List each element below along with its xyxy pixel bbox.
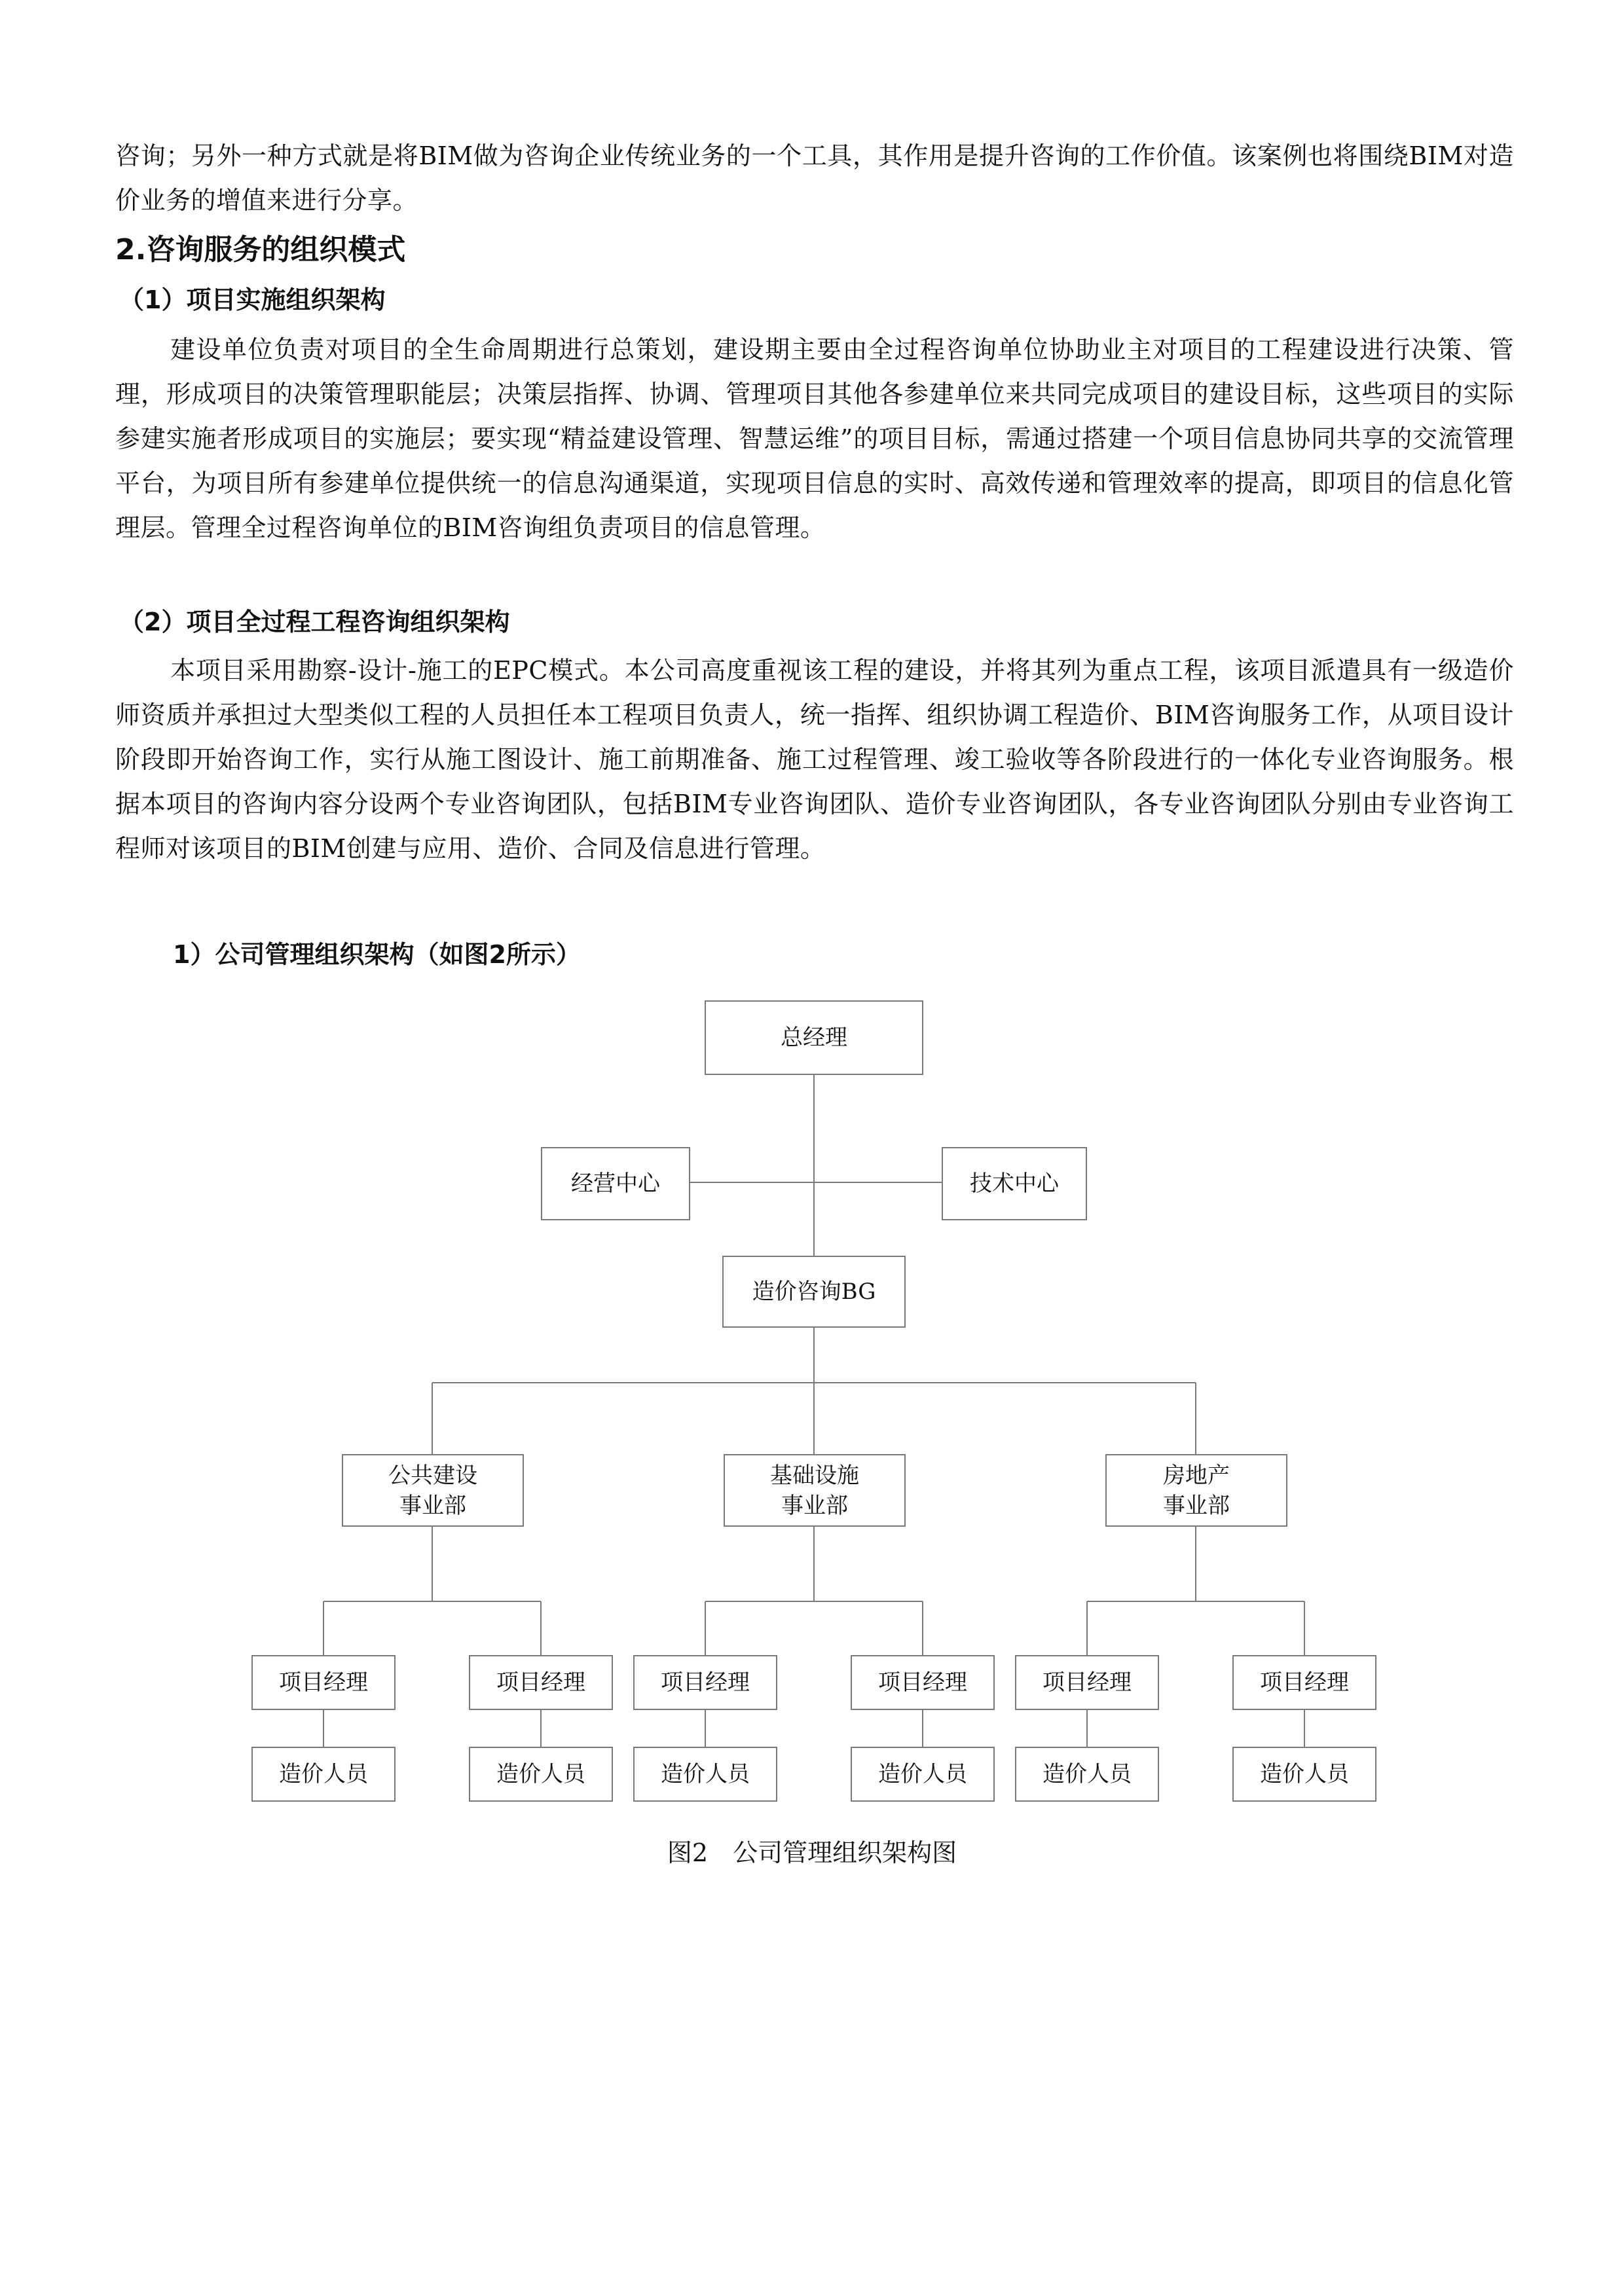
project-manager-box: 项目经理: [469, 1655, 613, 1710]
project-manager-box: 项目经理: [851, 1655, 995, 1710]
project-manager-box: 项目经理: [1015, 1655, 1159, 1710]
figure-caption: 图2 公司管理组织架构图: [667, 1838, 957, 1867]
division-box-infrastructure: 基础设施 事业部: [724, 1454, 906, 1527]
tech-center-box: 技术中心: [942, 1147, 1087, 1220]
cost-staff-box: 造价人员: [851, 1747, 995, 1802]
business-center-box: 经营中心: [541, 1147, 690, 1220]
cost-staff-box: 造价人员: [469, 1747, 613, 1802]
figure-intro-heading: 1）公司管理组织架构（如图2所示）: [173, 940, 581, 969]
project-manager-box: 项目经理: [633, 1655, 777, 1710]
section-heading: 2.咨询服务的组织模式: [115, 233, 406, 266]
intro-paragraph: 咨询；另外一种方式就是将BIM做为咨询企业传统业务的一个工具，其作用是提升咨询的工作价值。该案例也将围绕BIM对造价业务的增值来进行分享。: [115, 141, 1514, 215]
cost-staff-box: 造价人员: [633, 1747, 777, 1802]
subsection-2-paragraph: 本项目采用勘察-设计-施工的EPC模式。本公司高度重视该工程的建设，并将其列为重点工程，该项目派遣具有一级造价师资质并承担过大型类似工程的人员担任本工程项目负责人，统一指挥、组织协调工程造价、BIM咨询服务工作，从项目设计阶段即开始咨询工作，实行从施工图设计、施工前期准备、施工过程管理、竣工验收等各阶段进行的一体化专业咨询服务。根据本项目的咨询内容分设两个专业咨询团队，包括BIM专业咨询团队、造价专业咨询团队，各专业咨询团队分别由专业咨询工程师对该项目的BIM创建与应用、造价、合同及信息进行管理。: [115, 656, 1514, 863]
project-manager-box: 项目经理: [251, 1655, 396, 1710]
subsection-heading-1: （1）项目实施组织架构: [119, 285, 386, 314]
cost-staff-box: 造价人员: [1015, 1747, 1159, 1802]
cost-staff-box: 造价人员: [1232, 1747, 1376, 1802]
cost-staff-box: 造价人员: [251, 1747, 396, 1802]
general-manager-box: 总经理: [705, 1000, 923, 1075]
subsection-heading-2: （2）项目全过程工程咨询组织架构: [119, 608, 510, 636]
division-box-real-estate: 房地产 事业部: [1105, 1454, 1287, 1527]
project-manager-box: 项目经理: [1232, 1655, 1376, 1710]
subsection-1-paragraph: 建设单位负责对项目的全生命周期进行总策划，建设期主要由全过程咨询单位协助业主对项目的工程建设进行决策、管理，形成项目的决策管理职能层；决策层指挥、协调、管理项目其他各参建单位来共同完成项目的建设目标，这些项目的实际参建实施者形成项目的实施层；要实现“精益建设管理、智慧运维”的项目目标，需通过搭建一个项目信息协同共享的交流管理平台，为项目所有参建单位提供统一的信息沟通渠道，实现项目信息的实时、高效传递和管理效率的提高，即项目的信息化管理层。管理全过程咨询单位的BIM咨询组负责项目的信息管理。: [115, 335, 1514, 542]
division-box-public: 公共建设 事业部: [342, 1454, 524, 1527]
cost-consulting-bg-box: 造价咨询BG: [722, 1256, 906, 1328]
